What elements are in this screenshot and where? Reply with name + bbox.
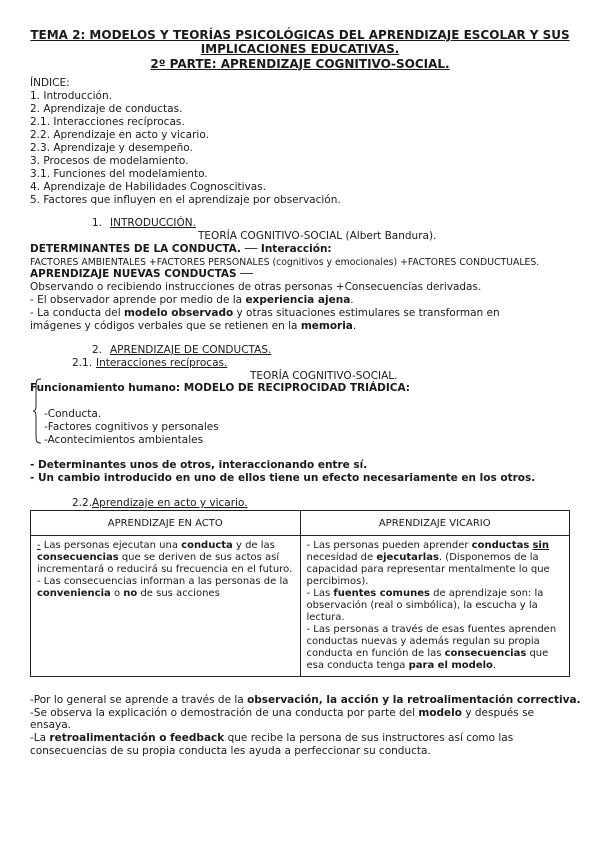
index-item: 1. Introducción. [30, 90, 112, 102]
triad-item-conducta: -Conducta. [44, 408, 102, 420]
section-1-heading: INTRODUCCIÓN. [110, 217, 196, 229]
section-2-subtitle: TEORÍA COGNITIVO-SOCIAL. [250, 370, 398, 382]
emphasis: para el modelo [408, 660, 493, 671]
emphasis: no [123, 588, 138, 599]
text: -Por lo general se aprende a través de la [30, 694, 248, 706]
emphasis: conveniencia [37, 588, 111, 599]
index-item: 2.1. Interacciones recíprocas. [30, 116, 185, 128]
comparison-table [30, 510, 570, 677]
text: - Las personas a través de esas fuentes aprenden conductas nuevas y además regulan su propia conducta en función de las [306, 624, 557, 659]
vicario-paragraph-3 [307, 624, 564, 672]
text: . (Disponemos de la capacidad para representar mentalmente lo que percibimos). [306, 552, 550, 587]
section-2-number: 2. [92, 344, 103, 356]
cambio-line: - Un cambio introducido en uno de ellos tiene un efecto necesariamente en los otros. [30, 472, 536, 484]
section-2-heading: APRENDIZAJE DE CONDUCTAS. [110, 344, 272, 356]
acto-paragraph-2 [37, 576, 294, 600]
text: - El observador aprende por medio de la [30, 294, 246, 306]
table-row [31, 536, 570, 677]
triad-item-factores: -Factores cognitivos y personales [44, 421, 219, 433]
index-item: 4. Aprendizaje de Habilidades Cognoscitivas. [30, 181, 267, 193]
text: que esa conducta tenga [306, 648, 549, 671]
factores-line: FACTORES AMBIENTALES +FACTORES PERSONALES (cognitivos y emocionales) +FACTORES CONDUCTUALES. [30, 257, 540, 268]
determinantes-line: - Determinantes unos de otros, interaccionando entre sí. [30, 459, 368, 471]
emphasis: modelo observado [123, 307, 234, 319]
emphasis: conductas [471, 540, 530, 551]
index-item: 2.3. Aprendizaje y desempeño. [30, 142, 193, 154]
table-cell-vicario [300, 536, 570, 677]
acto-paragraph-1 [37, 540, 294, 576]
closing-line-4 [30, 732, 513, 745]
text: - Las [306, 588, 334, 599]
text: que recibe la persona de sus instructores así como las [224, 732, 514, 744]
text: o [110, 588, 124, 599]
text: Las personas ejecutan una [40, 540, 182, 551]
text: imágenes y códigos verbales que se retienen en la [30, 320, 301, 332]
section-1-subtitle: TEORÍA COGNITIVO-SOCIAL (Albert Bandura). [198, 230, 437, 242]
table-header-acto: APRENDIZAJE EN ACTO [31, 511, 301, 536]
title-line-2: IMPLICACIONES EDUCATIVAS. [200, 42, 400, 56]
index-item: 2.2. Aprendizaje en acto y vicario. [30, 129, 209, 141]
emphasis: modelo [418, 707, 462, 719]
vicario-paragraph-1 [307, 540, 564, 588]
text: - Las consecuencias informan a las personas de la [37, 576, 289, 587]
brace-icon [32, 378, 42, 444]
index-item: 2. Aprendizaje de conductas. [30, 103, 183, 115]
text: de sus acciones [137, 588, 220, 599]
table-header-row [31, 511, 570, 536]
triad-item-acontecimientos: -Acontecimientos ambientales [44, 434, 204, 446]
conducta-modelo-line [30, 307, 500, 320]
text: -La [30, 732, 50, 744]
text: y después se [462, 707, 535, 719]
vicario-paragraph-2 [307, 588, 564, 624]
observador-line [30, 294, 354, 307]
emphasis: fuentes comunes [333, 588, 430, 599]
text: de aprendizaje son: la observación (real o simbólica), la escucha y la lectura. [306, 588, 544, 623]
imagenes-line [30, 320, 356, 333]
funcionamiento-line: Funcionamiento humano: MODELO DE RECIPROCIDAD TRIÁDICA: [30, 382, 410, 394]
text: - La conducta del [30, 307, 124, 319]
section-1-number: 1. [92, 217, 103, 229]
determinantes-heading: DETERMINANTES DE LA CONDUCTA. ── Interacción: [30, 243, 332, 255]
closing-line-3: ensaya. [30, 719, 72, 731]
text: . [350, 294, 354, 306]
index-heading: ÍNDICE: [30, 77, 70, 89]
text: que se deriven de sus actos así incrementará o reducirá su frecuencia en el futuro. [37, 552, 293, 575]
text: y de las [232, 540, 275, 551]
closing-line-2 [30, 707, 534, 720]
emphasis: experiencia ajena [245, 294, 351, 306]
text: necesidad de [306, 552, 377, 563]
text: - Las personas pueden aprender [306, 540, 472, 551]
emphasis: conducta [181, 540, 233, 551]
index-item: 3. Procesos de modelamiento. [30, 155, 189, 167]
closing-line-5: consecuencias de su propia conducta les ayuda a perfeccionar su conducta. [30, 745, 431, 757]
section-2-2-heading: Aprendizaje en acto y vicario. [92, 497, 248, 509]
section-2-1-number: 2.1. [72, 357, 93, 369]
emphasis: consecuencias [444, 648, 527, 659]
title-line-1: TEMA 2: MODELOS Y TEORÍAS PSICOLÓGICAS DEL APRENDIZAJE ESCOLAR Y SUS [30, 28, 570, 42]
closing-line-1 [30, 694, 581, 707]
nuevas-conductas-heading: APRENDIZAJE NUEVAS CONDUCTAS ── [30, 268, 253, 280]
text: . [352, 320, 357, 332]
emphasis: memoria [300, 320, 353, 332]
index-item: 5. Factores que influyen en el aprendizaje por observación. [30, 194, 341, 206]
text: -Se observa la explicación o demostración de una conducta por parte del [30, 707, 419, 719]
emphasis: sin [532, 540, 549, 551]
title-line-3: 2º PARTE: APRENDIZAJE COGNITIVO-SOCIAL. [150, 57, 450, 71]
text: y otras situaciones estimulares se transforman en [233, 307, 500, 319]
text: . [492, 660, 497, 671]
emphasis: retroalimentación o feedback [49, 732, 225, 744]
observando-line: Observando o recibiendo instrucciones de otras personas +Consecuencias derivadas. [30, 281, 482, 293]
emphasis: observación, la acción y la retroalimentación correctiva. [247, 694, 581, 706]
dash: - [37, 540, 41, 551]
index-item: 3.1. Funciones del modelamiento. [30, 168, 208, 180]
section-2-2-number: 2.2. [72, 497, 93, 509]
emphasis: ejecutarlas [376, 552, 439, 563]
table-cell-acto [31, 536, 301, 677]
table-header-vicario: APRENDIZAJE VICARIO [300, 511, 570, 536]
emphasis: consecuencias [37, 552, 119, 563]
section-2-1-heading: Interacciones recíprocas. [96, 357, 228, 369]
